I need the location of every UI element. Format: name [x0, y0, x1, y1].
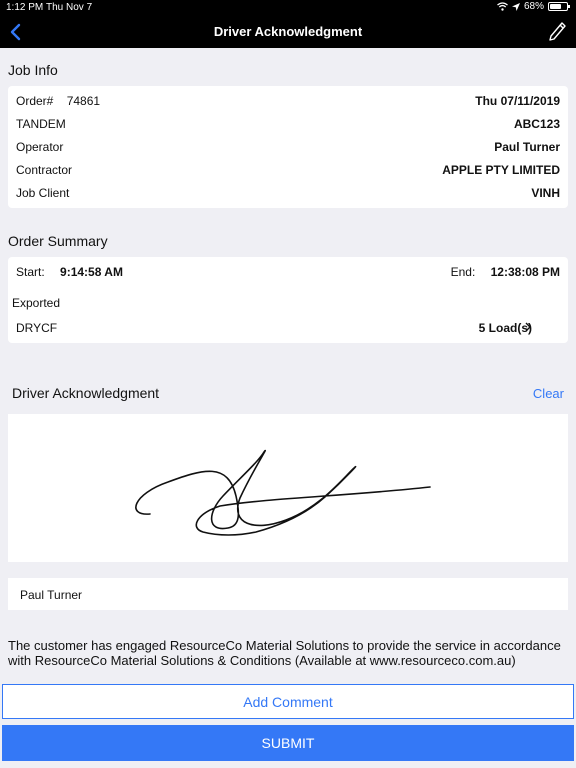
product-name: DRYCF [16, 321, 58, 335]
row-label: TANDEM [16, 117, 66, 131]
battery-percent: 68% [523, 1, 544, 12]
job-info-row [16, 117, 560, 131]
signature-drawing [8, 414, 568, 562]
row-value: ABC123 [513, 117, 560, 131]
signer-name-field[interactable] [8, 578, 568, 610]
order-row [16, 94, 560, 108]
order-label-group [16, 94, 100, 108]
job-info-card [8, 86, 568, 208]
clear-button[interactable]: Clear [532, 386, 564, 401]
status-bar [0, 0, 576, 16]
status-right [497, 1, 568, 12]
signature-pad[interactable] [8, 414, 568, 562]
chevron-right-icon[interactable] [524, 322, 532, 332]
order-date: Thu 07/11/2019 [475, 94, 560, 108]
end-time: 12:38:08 PM [490, 265, 560, 279]
add-comment-button[interactable]: Add Comment [2, 684, 574, 719]
row-label: Job Client [16, 186, 70, 200]
order-summary-card [8, 257, 568, 343]
job-info-header: Job Info [8, 62, 58, 78]
load-count: 5 Load(s) [478, 321, 532, 335]
terms-text: The customer has engaged ResourceCo Material Solutions to provide the service in accordance with ResourceCo Material Solutions & Conditions (Available at www.resourceco.com.au) [8, 638, 561, 668]
end-label: End: [450, 265, 476, 279]
row-label: Contractor [16, 163, 73, 177]
order-summary-header: Order Summary [8, 233, 108, 249]
row-value: APPLE PTY LIMITED [442, 163, 560, 177]
start-label: Start: [16, 265, 45, 279]
location-arrow-icon [512, 3, 520, 11]
page-title: Driver Acknowledgment [213, 24, 363, 39]
time-row [16, 265, 560, 279]
job-info-row [16, 140, 560, 154]
navigation-bar [0, 16, 576, 48]
row-value: Paul Turner [494, 140, 560, 154]
signature-pen-icon[interactable] [546, 20, 568, 44]
order-label: Order# [16, 94, 54, 108]
status-time: 1:12 PM [6, 2, 44, 13]
signer-name: Paul Turner [20, 588, 83, 602]
acknowledgment-header: Driver Acknowledgment [12, 385, 160, 401]
status-date: Thu Nov 7 [46, 2, 93, 13]
start-time: 9:14:58 AM [60, 265, 123, 279]
end-group [451, 265, 560, 279]
product-row[interactable] [16, 321, 532, 335]
wifi-icon [497, 2, 508, 11]
export-status: Exported [12, 296, 61, 310]
battery-icon [548, 2, 568, 11]
order-number: 74861 [66, 94, 101, 108]
start-group [16, 265, 123, 279]
row-label: Operator [16, 140, 64, 154]
submit-button[interactable]: SUBMIT [2, 725, 574, 761]
job-info-row [16, 186, 560, 200]
job-info-row [16, 163, 560, 177]
row-value: VINH [531, 186, 560, 200]
status-row [12, 296, 560, 310]
